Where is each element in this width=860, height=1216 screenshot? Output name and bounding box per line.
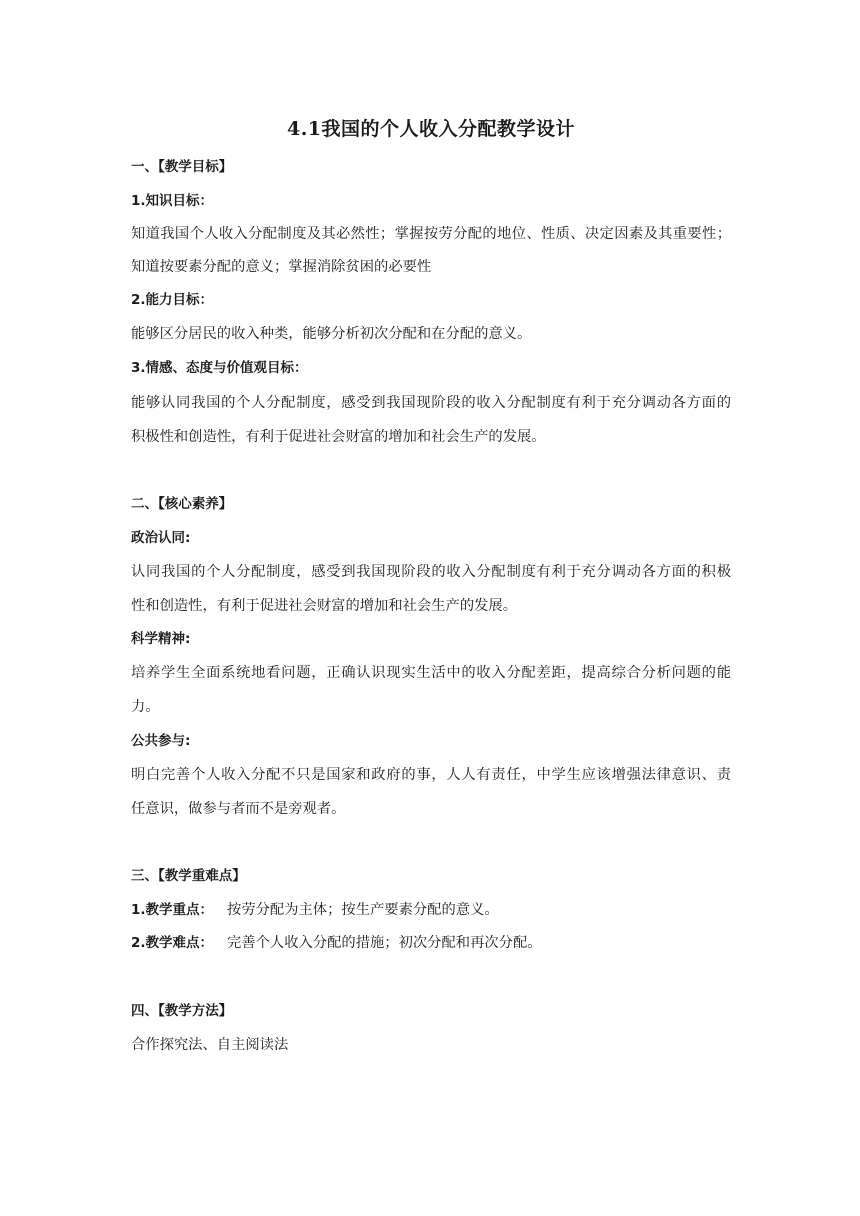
public-text-2: 任意识，做参与者而不是旁观者。 bbox=[131, 801, 346, 817]
public-label: 公共参与: bbox=[131, 733, 191, 749]
knowledge-goal-text-2: 知道按要素分配的意义；掌握消除贫困的必要性 bbox=[131, 259, 432, 275]
section-heading-method: 四、【教学方法】 bbox=[131, 1003, 233, 1019]
emotion-goal-text-1: 能够认同我国的个人分配制度，感受到我国现阶段的收入分配制度有利于充分调动各方面的 bbox=[131, 395, 731, 411]
politics-text-2: 性和创造性，有利于促进社会财富的增加和社会生产的发展。 bbox=[131, 598, 518, 614]
section-heading-key: 三、【教学重难点】 bbox=[131, 868, 246, 884]
difficulty-text: 完善个人收入分配的措施；初次分配和再次分配。 bbox=[227, 935, 542, 951]
ability-goal-label: 2.能力目标： bbox=[131, 292, 214, 308]
science-text-2: 力。 bbox=[131, 699, 160, 715]
document-title: 4.1我国的个人收入分配教学设计 bbox=[286, 118, 576, 140]
science-text-1: 培养学生全面系统地看问题，正确认识现实生活中的收入分配差距，提高综合分析问题的能 bbox=[131, 665, 731, 681]
section-heading-goals: 一、【教学目标】 bbox=[131, 159, 233, 175]
difficulty-row bbox=[131, 933, 731, 953]
emotion-goal-label: 3.情感、态度与价值观目标： bbox=[131, 360, 308, 376]
section-heading-core: 二、【核心素养】 bbox=[131, 496, 233, 512]
focus-text: 按劳分配为主体；按生产要素分配的意义。 bbox=[227, 902, 499, 918]
politics-label: 政治认同: bbox=[131, 530, 191, 546]
knowledge-goal-text-1: 知道我国个人收入分配制度及其必然性；掌握按劳分配的地位、性质、决定因素及其重要性； bbox=[131, 226, 731, 242]
science-label: 科学精神: bbox=[131, 631, 191, 647]
method-text: 合作探究法、自主阅读法 bbox=[131, 1037, 289, 1053]
difficulty-label: 2.教学难点： bbox=[131, 935, 214, 951]
focus-label: 1.教学重点： bbox=[131, 902, 214, 918]
politics-text-1: 认同我国的个人分配制度，感受到我国现阶段的收入分配制度有利于充分调动各方面的积极 bbox=[131, 564, 731, 580]
ability-goal-text: 能够区分居民的收入种类，能够分析初次分配和在分配的意义。 bbox=[131, 326, 532, 342]
public-text-1: 明白完善个人收入分配不只是国家和政府的事，人人有责任，中学生应该增强法律意识、责 bbox=[131, 767, 731, 783]
knowledge-goal-label: 1.知识目标： bbox=[131, 193, 214, 209]
focus-row bbox=[131, 900, 731, 920]
emotion-goal-text-2: 积极性和创造性，有利于促进社会财富的增加和社会生产的发展。 bbox=[131, 429, 546, 445]
